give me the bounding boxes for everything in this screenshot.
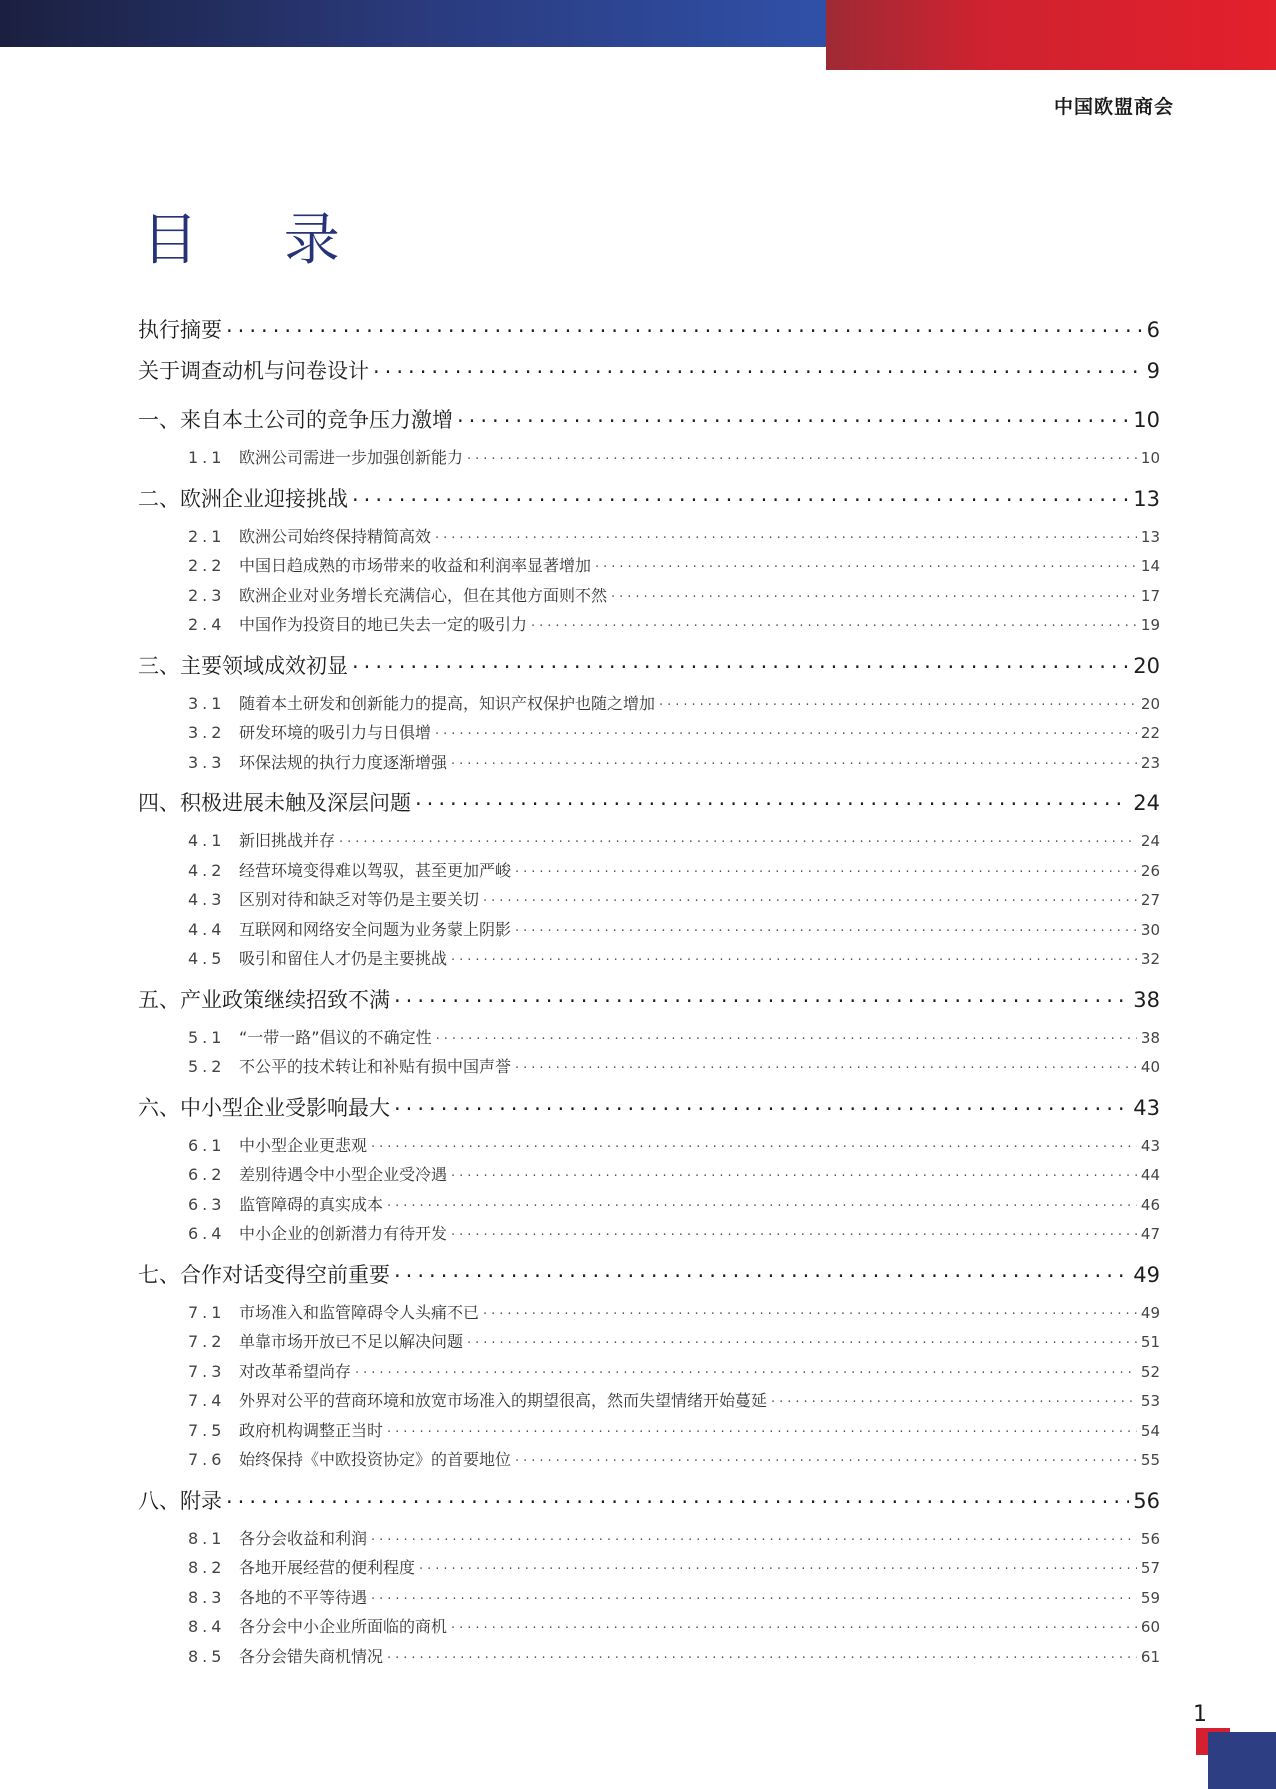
toc-leader-dots <box>352 650 1129 672</box>
toc-leader-dots <box>387 1196 1137 1210</box>
toc-subsection-number: 8.4 <box>188 1617 226 1636</box>
toc-subsection-title: 环保法规的执行力度逐渐增强 <box>239 752 448 772</box>
toc-subsection-page: 53 <box>1140 1392 1160 1410</box>
toc-subsection-number: 4.1 <box>188 831 226 850</box>
toc-subsection-title: 欧洲公司始终保持精简高效 <box>239 526 432 546</box>
toc-subsection-page: 27 <box>1140 891 1160 909</box>
organization-name: 中国欧盟商会 <box>1053 96 1174 118</box>
toc-subsection-page: 26 <box>1140 861 1160 880</box>
toc-leader-dots <box>387 1422 1137 1436</box>
toc-subsection-page: 60 <box>1140 1618 1160 1636</box>
toc-subsection-number: 6.4 <box>188 1224 226 1243</box>
toc-section-title: 六、中小型企业受影响最大 <box>138 1095 390 1120</box>
toc-leader-dots <box>467 1333 1137 1347</box>
toc-section-entry[interactable] <box>138 355 1160 396</box>
toc-subsection-number: 8.3 <box>188 1587 226 1607</box>
toc-subsection-entry[interactable] <box>138 1221 1160 1251</box>
toc-subsection-page: 54 <box>1140 1421 1160 1440</box>
toc-subsection-title: 各地的不平等待遇 <box>239 1587 368 1607</box>
toc-subsection-entry[interactable] <box>138 887 1160 917</box>
toc-subsection-title: 政府机构调整正当时 <box>239 1420 384 1440</box>
toc-section-page: 38 <box>1133 987 1160 1012</box>
toc-subsection-entry[interactable] <box>138 1555 1160 1585</box>
toc-subsection-title: 中小型企业更悲观 <box>239 1135 368 1155</box>
toc-subsection-page: 44 <box>1140 1166 1160 1184</box>
toc-subsection-number: 7.5 <box>188 1420 226 1440</box>
toc-leader-dots <box>595 557 1137 571</box>
page-number: 1 <box>1193 1702 1207 1727</box>
toc-subsection-page: 55 <box>1140 1451 1160 1469</box>
toc-subsection-entry[interactable] <box>138 1162 1160 1192</box>
toc-section-title: 五、产业政策继续招致不满 <box>138 987 390 1012</box>
toc-subsection-title: 互联网和网络安全问题为业务蒙上阴影 <box>239 919 512 939</box>
toc-subsection-title: 各分会错失商机情况 <box>239 1646 384 1666</box>
toc-leader-dots <box>451 1166 1137 1180</box>
toc-leader-dots <box>483 1304 1137 1318</box>
toc-leader-dots <box>435 724 1137 738</box>
toc-leader-dots <box>515 862 1137 876</box>
toc-section-entry[interactable] <box>138 314 1160 355</box>
toc-subsection-number: 4.4 <box>188 919 226 939</box>
toc-subsection-page: 22 <box>1140 724 1160 742</box>
toc-subsection-entry[interactable] <box>138 750 1160 780</box>
toc-subsection-number: 7.1 <box>188 1302 226 1322</box>
toc-subsection-number: 4.3 <box>188 890 226 909</box>
toc-subsection-page: 40 <box>1140 1058 1160 1076</box>
toc-leader-dots <box>419 1559 1137 1573</box>
toc-subsection-entry[interactable] <box>138 1447 1160 1477</box>
toc-subsection-number: 6.1 <box>188 1135 226 1155</box>
toc-section-entry[interactable] <box>138 984 1160 1025</box>
toc-subsection-number: 3.3 <box>188 752 226 772</box>
toc-leader-dots <box>415 788 1129 810</box>
toc-section-page: 6 <box>1146 318 1160 342</box>
toc-subsection-number: 4.5 <box>188 949 226 968</box>
toc-subsection-entry[interactable] <box>138 1329 1160 1359</box>
toc-subsection-number: 5.2 <box>188 1057 226 1076</box>
toc-subsection-entry[interactable] <box>138 720 1160 750</box>
toc-subsection-number: 6.2 <box>188 1165 226 1184</box>
toc-leader-dots <box>451 1225 1137 1239</box>
toc-subsection-page: 23 <box>1140 753 1160 772</box>
toc-subsection-entry[interactable] <box>138 1133 1160 1163</box>
header-blue-band <box>0 0 826 47</box>
toc-section-page: 49 <box>1133 1262 1160 1287</box>
toc-leader-dots <box>371 1137 1137 1151</box>
toc-subsection-page: 38 <box>1140 1028 1160 1047</box>
toc-subsection-title: 始终保持《中欧投资协定》的首要地位 <box>239 1450 512 1469</box>
toc-leader-dots <box>451 950 1137 964</box>
toc-subsection-title: 差别待遇令中小型企业受冷遇 <box>239 1165 448 1184</box>
toc-section-title: 七、合作对话变得空前重要 <box>138 1262 390 1287</box>
toc-subsection-entry[interactable] <box>138 524 1160 554</box>
toc-section-page: 20 <box>1133 653 1160 678</box>
toc-subsection-number: 4.2 <box>188 860 226 880</box>
toc-subsection-entry[interactable] <box>138 553 1160 583</box>
toc-leader-dots <box>659 695 1137 709</box>
toc-leader-dots <box>451 1618 1137 1632</box>
toc-subsection-page: 24 <box>1140 832 1160 850</box>
toc-leader-dots <box>435 528 1137 542</box>
toc-subsection-entry[interactable] <box>138 1192 1160 1222</box>
toc-subsection-page: 30 <box>1140 920 1160 939</box>
toc-leader-dots <box>226 1485 1129 1507</box>
toc-section-entry[interactable] <box>138 483 1160 524</box>
toc-subsection-title: 市场准入和监管障碍令人头痛不已 <box>239 1302 480 1322</box>
toc-leader-dots <box>467 449 1137 463</box>
toc-section-page: 24 <box>1133 791 1160 815</box>
toc-leader-dots <box>371 1530 1137 1544</box>
toc-subsection-page: 61 <box>1140 1647 1160 1666</box>
toc-subsection-entry[interactable] <box>138 1359 1160 1389</box>
toc-section-entry[interactable] <box>138 1259 1160 1300</box>
toc-subsection-title: “一带一路”倡议的不确定性 <box>239 1027 432 1047</box>
toc-leader-dots <box>515 1451 1137 1465</box>
toc-subsection-page: 19 <box>1140 616 1160 634</box>
toc-leader-dots <box>611 587 1137 601</box>
toc-subsection-number: 7.2 <box>188 1332 226 1351</box>
toc-subsection-entry[interactable] <box>138 583 1160 613</box>
toc-section-page: 43 <box>1133 1095 1160 1120</box>
toc-subsection-number: 8.2 <box>188 1558 226 1577</box>
toc-section-page: 56 <box>1133 1488 1160 1513</box>
toc-subsection-number: 8.1 <box>188 1528 226 1548</box>
toc-subsection-page: 49 <box>1140 1303 1160 1322</box>
toc-subsection-page: 46 <box>1140 1195 1160 1214</box>
toc-leader-dots <box>394 1259 1129 1281</box>
toc-subsection-title: 研发环境的吸引力与日俱增 <box>239 723 432 742</box>
toc-leader-dots <box>515 1058 1137 1072</box>
toc-subsection-page: 56 <box>1140 1529 1160 1548</box>
toc-section-page: 13 <box>1133 486 1160 511</box>
toc-subsection-entry[interactable] <box>138 1526 1160 1556</box>
toc-section-entry[interactable] <box>138 1485 1160 1526</box>
toc-subsection-number: 1.1 <box>188 448 226 467</box>
toc-section-title: 执行摘要 <box>138 318 222 342</box>
toc-section-title: 二、欧洲企业迎接挑战 <box>138 486 348 511</box>
toc-subsection-entry[interactable] <box>138 1418 1160 1448</box>
toc-section-title: 四、积极进展未触及深层问题 <box>138 791 411 815</box>
toc-leader-dots <box>371 1589 1137 1603</box>
toc-subsection-title: 欧洲企业对业务增长充满信心，但在其他方面则不然 <box>239 585 608 605</box>
toc-subsection-title: 对改革希望尚存 <box>239 1361 352 1381</box>
toc-subsection-number: 2.4 <box>188 615 226 634</box>
toc-subsection-number: 6.3 <box>188 1194 226 1214</box>
toc-subsection-page: 13 <box>1140 527 1160 546</box>
toc-subsection-page: 14 <box>1140 557 1160 575</box>
toc-subsection-entry[interactable] <box>138 828 1160 858</box>
toc-subsection-entry[interactable] <box>138 1388 1160 1418</box>
toc-subsection-number: 8.5 <box>188 1646 226 1666</box>
toc-subsection-title: 经营环境变得难以驾驭，甚至更加严峻 <box>239 860 512 880</box>
toc-subsection-number: 2.2 <box>188 556 226 575</box>
toc-subsection-page: 59 <box>1140 1588 1160 1607</box>
toc-subsection-page: 10 <box>1140 449 1160 467</box>
toc-subsection-title: 欧洲公司需进一步加强创新能力 <box>239 448 464 467</box>
toc-subsection-entry[interactable] <box>138 1025 1160 1055</box>
toc-leader-dots <box>436 1029 1137 1043</box>
toc-section-page: 9 <box>1146 359 1160 383</box>
toc-leader-dots <box>355 1363 1137 1377</box>
toc-leader-dots <box>387 1648 1137 1662</box>
toc-subsection-title: 各地开展经营的便利程度 <box>239 1558 416 1577</box>
toc-leader-dots <box>394 1092 1129 1114</box>
toc-section-title: 一、来自本土公司的竞争压力激增 <box>138 408 453 432</box>
toc-leader-dots <box>352 483 1129 505</box>
toc-subsection-number: 5.1 <box>188 1027 226 1047</box>
toc-subsection-number: 7.3 <box>188 1361 226 1381</box>
toc-subsection-number: 2.1 <box>188 526 226 546</box>
toc-section-title: 关于调查动机与问卷设计 <box>138 359 369 383</box>
toc-subsection-title: 区别对待和缺乏对等仍是主要关切 <box>239 890 480 909</box>
toc-subsection-entry[interactable] <box>138 1644 1160 1674</box>
toc-subsection-entry[interactable] <box>138 1585 1160 1615</box>
toc-subsection-page: 57 <box>1140 1559 1160 1577</box>
toc-subsection-title: 吸引和留住人才仍是主要挑战 <box>239 949 448 968</box>
toc-subsection-title: 外界对公平的营商环境和放宽市场准入的期望很高，然而失望情绪开始蔓延 <box>239 1391 768 1410</box>
toc-subsection-title: 新旧挑战并存 <box>239 831 336 850</box>
toc-section-page: 10 <box>1133 408 1160 432</box>
toc-subsection-title: 随着本土研发和创新能力的提高，知识产权保护也随之增加 <box>239 693 656 713</box>
toc-subsection-entry[interactable] <box>138 445 1160 475</box>
toc-subsection-page: 32 <box>1140 950 1160 968</box>
toc-leader-dots <box>394 984 1129 1006</box>
toc-section-title: 三、主要领域成效初显 <box>138 653 348 678</box>
toc-subsection-page: 52 <box>1140 1362 1160 1381</box>
toc-subsection-entry[interactable] <box>138 858 1160 888</box>
toc-subsection-entry[interactable] <box>138 1054 1160 1084</box>
toc-subsection-number: 3.2 <box>188 723 226 742</box>
toc-subsection-entry[interactable] <box>138 946 1160 976</box>
toc-subsection-entry[interactable] <box>138 612 1160 642</box>
toc-subsection-page: 17 <box>1140 586 1160 605</box>
footer-blue-block <box>1208 1732 1276 1789</box>
toc-title: 目 录 <box>142 208 374 273</box>
toc-subsection-title: 中国作为投资目的地已失去一定的吸引力 <box>239 615 528 634</box>
toc-subsection-title: 监管障碍的真实成本 <box>239 1194 384 1214</box>
toc-subsection-number: 7.4 <box>188 1391 226 1410</box>
toc-leader-dots <box>771 1392 1137 1406</box>
toc-subsection-title: 各分会中小企业所面临的商机 <box>239 1617 448 1636</box>
toc-leader-dots <box>457 405 1129 427</box>
toc-section-title: 八、附录 <box>138 1488 222 1513</box>
toc-leader-dots <box>373 356 1143 378</box>
toc-section-entry[interactable] <box>138 650 1160 691</box>
toc-subsection-number: 3.1 <box>188 693 226 713</box>
toc-subsection-page: 20 <box>1140 694 1160 713</box>
toc-section-entry[interactable] <box>138 404 1160 445</box>
toc-leader-dots <box>483 891 1137 905</box>
toc-leader-dots <box>451 754 1137 768</box>
toc-subsection-entry[interactable] <box>138 917 1160 947</box>
toc-subsection-number: 7.6 <box>188 1450 226 1469</box>
toc-subsection-page: 47 <box>1140 1225 1160 1243</box>
toc-leader-dots <box>226 315 1143 337</box>
toc-subsection-entry[interactable] <box>138 1614 1160 1644</box>
header-red-band <box>826 0 1276 70</box>
toc-leader-dots <box>339 832 1137 846</box>
toc-subsection-title: 各分会收益和利润 <box>239 1528 368 1548</box>
toc-subsection-title: 中国日趋成熟的市场带来的收益和利润率显著增加 <box>239 556 592 575</box>
toc-subsection-title: 不公平的技术转让和补贴有损中国声誉 <box>239 1057 512 1076</box>
table-of-contents <box>138 314 1160 1679</box>
toc-section-entry[interactable] <box>138 1092 1160 1133</box>
toc-subsection-page: 51 <box>1140 1333 1160 1351</box>
toc-subsection-number: 2.3 <box>188 585 226 605</box>
toc-subsection-entry[interactable] <box>138 691 1160 721</box>
toc-subsection-page: 43 <box>1140 1136 1160 1155</box>
toc-subsection-title: 中小企业的创新潜力有待开发 <box>239 1224 448 1243</box>
toc-subsection-entry[interactable] <box>138 1300 1160 1330</box>
toc-subsection-title: 单靠市场开放已不足以解决问题 <box>239 1332 464 1351</box>
toc-leader-dots <box>515 921 1137 935</box>
toc-section-entry[interactable] <box>138 787 1160 828</box>
toc-leader-dots <box>531 616 1137 630</box>
